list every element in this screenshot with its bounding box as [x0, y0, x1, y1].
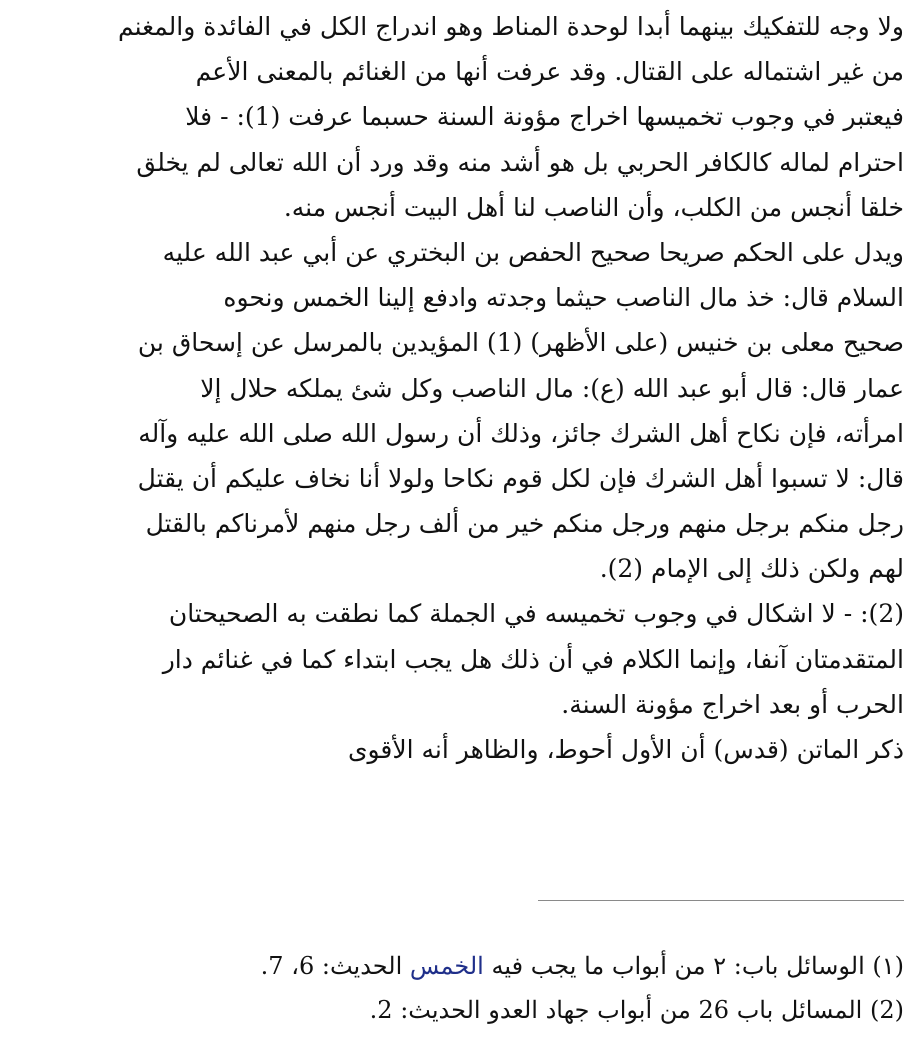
- footnote-1-keyword-link[interactable]: الخمس: [409, 952, 484, 980]
- text-line: صحيح معلى بن خنيس (على الأظهر) (1) المؤيدين بالمرسل عن إسحاق بن: [137, 328, 904, 358]
- footnote-2: (2) المسائل باب 26 من أبواب جهاد العدو الحديث: 2.: [369, 996, 904, 1024]
- text-line: السلام قال: خذ مال الناصب حيثما وجدته وادفع إلينا الخمس ونحوه: [223, 283, 904, 313]
- footnotes: [24, 944, 904, 1032]
- footnote-divider: [538, 900, 904, 901]
- footnote-1-start: (١) الوسائل باب: ٢ من أبواب ما يجب فيه: [483, 952, 904, 980]
- text-line: ذكر الماتن (قدس) أن الأول أحوط، والظاهر أنه الأقوى: [347, 735, 904, 764]
- text-line: المتقدمتان آنفا، وإنما الكلام في أن ذلك هل يجب ابتداء كما في غنائم دار: [162, 644, 904, 674]
- text-line: لهم ولكن ذلك إلى الإمام (2).: [599, 554, 904, 584]
- text-line: قال: لا تسبوا أهل الشرك فإن لكل قوم نكاحا ولولا أنا نخاف عليكم أن يقتل: [137, 463, 904, 493]
- text-line: الحرب أو بعد اخراج مؤونة السنة.: [561, 689, 904, 719]
- text-line: امرأته، فإن نكاح أهل الشرك جائز، وذلك أن رسول الله صلى الله عليه وآله: [138, 418, 904, 448]
- text-line: (2): - لا اشكال في وجوب تخميسه في الجملة كما نطقت به الصحيحتان: [168, 599, 904, 629]
- text-line: ولا وجه للتفكيك بينهما أبدا لوحدة المناط وهو اندراج الكل في الفائدة والمغنم: [117, 12, 904, 41]
- footnote-1: [24, 944, 904, 988]
- text-line: عمار قال: قال أبو عبد الله (ع): مال الناصب وكل شئ يملكه حلال إلا: [200, 373, 904, 403]
- text-line: احترام لماله كالكافر الحربي بل هو أشد منه وقد ورد أن الله تعالى لم يخلق: [136, 147, 904, 177]
- text-line: خلقا أنجس من الكلب، وأن الناصب لنا أهل البيت أنجس منه.: [283, 192, 904, 222]
- main-text: [0, 4, 904, 772]
- text-line: من غير اشتماله على القتال. وقد عرفت أنها من الغنائم بالمعنى الأعم: [195, 57, 904, 87]
- text-line: رجل منكم برجل منهم ورجل منكم خير من ألف رجل منهم لأمرناكم بالقتل: [145, 509, 904, 539]
- text-line: ويدل على الحكم صريحا صحيح الحفص بن البختري عن أبي عبد الله عليه: [162, 237, 904, 267]
- footnote-1-end: الحديث: 6، 7.: [260, 952, 410, 980]
- text-line: فيعتبر في وجوب تخميسها اخراج مؤونة السنة حسبما عرفت (1): - فلا: [185, 102, 904, 132]
